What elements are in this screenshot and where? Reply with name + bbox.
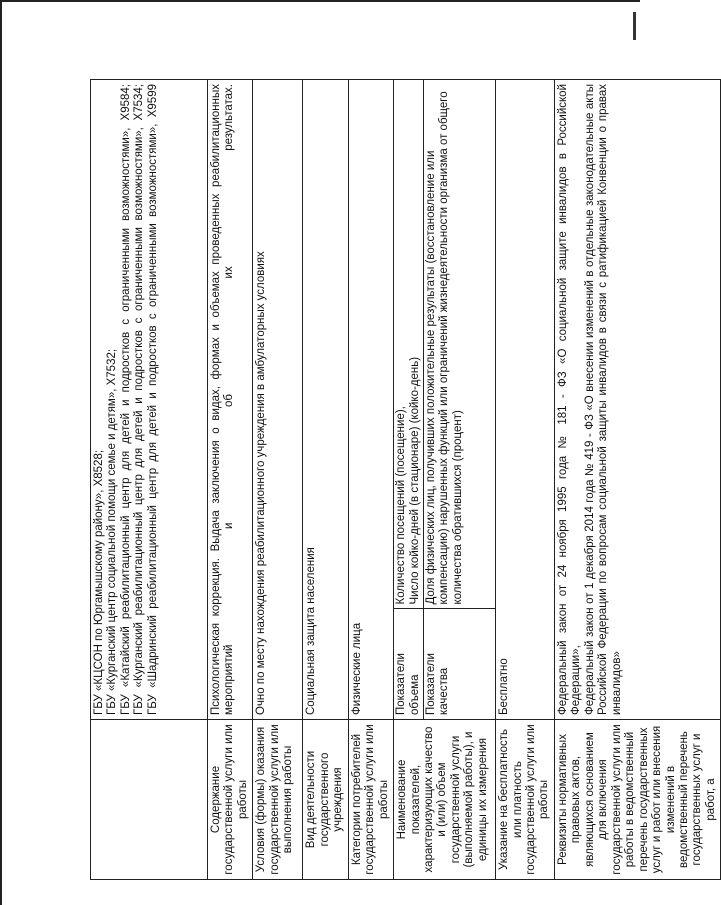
rotated-document <box>90 80 717 880</box>
activity-label: Вид деятельности государственного учреждения <box>303 720 348 880</box>
scan-border-top <box>0 0 640 2</box>
consumers-label: Категории потребителей государственной услуги или работы <box>348 720 393 880</box>
row-indicators <box>394 80 496 880</box>
row-content <box>208 80 253 880</box>
indicators-cell <box>394 80 496 720</box>
volume-indicator-item: Число койко-дней (в стационаре) (койко-день) <box>408 356 421 605</box>
legal-label: Реквизиты нормативных правовых актов, являющихся основанием для включения государственной услуги или работы в ведомственный перечень государственных услуг и работ или внесения изменений в ведомственный перечень государственных услуг и работ, а <box>554 720 720 880</box>
institution-line: ГБУ «Курганский центр социальной помощи семье и детям», Х7532; <box>106 348 119 715</box>
institution-line: ГБУ «КЦСОН по Юргамышскому району», Х8528; <box>93 449 105 715</box>
institution-line: ГБУ «Курганский реабилитационный центр для детей и подростков с ограниченными возможностями», Х7534; <box>133 84 146 715</box>
institutions-label-cell <box>91 720 208 880</box>
row-payment <box>496 80 555 880</box>
scan-border-left <box>0 0 2 905</box>
indicators-label: Наименование показателей, характеризующих качество и (или) объем государственной услуги (выполняемой работы), и единицы их измерения <box>394 720 496 880</box>
payment-label: Указание на бесплатность или платность государственной услуги или работы <box>496 720 555 880</box>
institutions-cell <box>91 80 208 720</box>
institution-line: ГБУ «Катайский реабилитационный центр для детей и подростков с ограниченными возможностями», Х9584; <box>119 84 132 715</box>
payment-value: Бесплатно <box>496 80 555 720</box>
consumers-value: Физические лица <box>348 80 393 720</box>
institution-line: ГБУ «Шадринский реабилитационный центр для детей и подростков с ограниченными возможностями», Х9599 <box>146 84 159 715</box>
content-label: Содержание государственной услуги или работы <box>208 720 253 880</box>
volume-indicator-item: Количество посещений (посещение), <box>395 406 408 605</box>
activity-value: Социальная защита населения <box>303 80 348 720</box>
conditions-label: Условия (формы) оказания государственной услуги или выполнения работы <box>253 720 303 880</box>
legal-cell <box>554 80 720 720</box>
row-institutions <box>91 80 208 880</box>
services-table <box>90 79 721 880</box>
row-legal <box>554 80 720 880</box>
volume-indicators-name: Показатели объема <box>394 609 423 719</box>
conditions-value: Очно по месту нахождения реабилитационного учреждения в амбулаторных условиях <box>253 80 303 720</box>
content-value: Психологическая коррекция. Выдача заключения о видах, формах и объемах проведенных реабилитационных мероприятий и об их результатах. <box>208 80 253 720</box>
quality-indicators-name: Показатели качества <box>423 609 495 719</box>
scan-mark <box>633 12 636 40</box>
row-conditions <box>253 80 303 880</box>
legal-act-line: Федеральный закон от 24 ноября 1995 года № 181 - ФЗ «О социальной защите инвалидов в Российской Федерации», <box>556 84 583 715</box>
legal-act-line: Федеральный закон от 1 декабря 2014 года № 419 - ФЗ «О внесении изменений в отдельные законодательные акты Российской Федерации по вопросам социальной защиты инвалидов в связи с ратификацией Конвенции о правах инвалидов» <box>583 84 623 715</box>
row-activity <box>303 80 348 880</box>
row-consumers <box>348 80 393 880</box>
quality-indicator-item: Доля физических лиц, получивших положительные результаты (восстановление или компенсацию) нарушенных функций или ограничений жизнедеятельности организма от общего количества обратившихся (процент) <box>423 80 495 609</box>
indicators-subtable <box>394 80 495 719</box>
